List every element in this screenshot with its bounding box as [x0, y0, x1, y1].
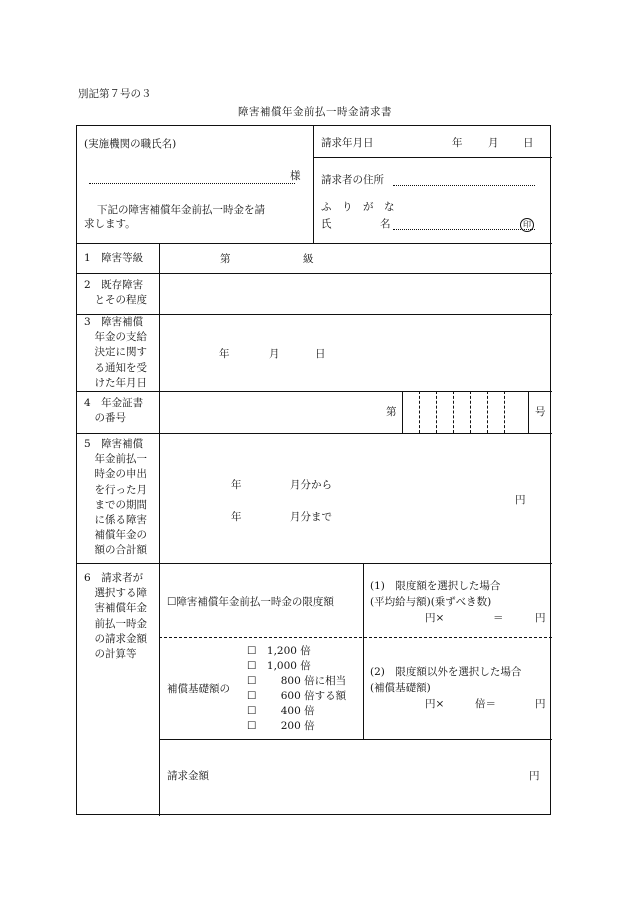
seal-icon: 印 — [520, 218, 534, 232]
grade-prefix: 第 — [220, 253, 231, 265]
row-4-bottom — [77, 433, 552, 434]
request-date-day: 日 — [523, 137, 534, 149]
case-2-yen-times: 円× — [425, 698, 445, 710]
digit-box-line-2 — [436, 391, 437, 433]
decision-month: 月 — [269, 348, 280, 360]
name-label-2: 名 — [380, 218, 391, 230]
row-2-bottom — [77, 314, 552, 315]
claim-amount-yen: 円 — [529, 770, 540, 782]
address-label: 請求者の住所 — [321, 174, 384, 186]
row-3-label: 3 障害補償 年金の支給 決定に関す る通知を受 けた年月日 — [84, 316, 147, 389]
digit-box-line-0 — [402, 391, 403, 433]
calc-bottom-line — [159, 739, 552, 740]
decision-year: 年 — [219, 348, 230, 360]
digit-box-line-3 — [453, 391, 454, 433]
honorific: 様 — [290, 170, 301, 182]
row-5-bottom — [77, 563, 552, 564]
case-1-equals: ＝ — [493, 612, 504, 624]
address-line[interactable] — [393, 185, 535, 186]
certificate-suffix: 号 — [535, 406, 546, 418]
request-text-2: 求します。 — [84, 218, 136, 230]
decision-day: 日 — [315, 348, 326, 360]
name-line[interactable] — [393, 229, 535, 230]
digit-box-line-6 — [504, 391, 505, 433]
header-bottom-line — [77, 243, 552, 244]
grade-suffix: 級 — [303, 253, 314, 265]
case-2-title: (2) 限度額以外を選択した場合 — [370, 666, 522, 678]
case-1-yen-times: 円× — [425, 612, 445, 624]
case-2-sub: (補償基礎額) — [370, 682, 431, 694]
label-column-divider — [159, 243, 160, 816]
case-1-sub: (平均給与額)(乗ずべき数) — [370, 596, 492, 608]
row-3-bottom — [77, 391, 552, 392]
row-6-label: 6 請求者が 選択する障 害補償年金 前払一時金 の請求金額 の計算等 — [84, 572, 147, 661]
case-1-title: (1) 限度額を選択した場合 — [370, 580, 501, 592]
period-from-year: 年 — [231, 479, 242, 491]
base-amount-label: 補償基礎額の — [167, 683, 230, 695]
digit-box-line-4 — [470, 391, 471, 433]
calc-divider — [363, 563, 364, 739]
form-number: 別記第７号の３ — [78, 88, 152, 100]
calc-dashed-separator — [159, 637, 552, 638]
multiplier-1200[interactable]: ☐ 1,200 倍 — [247, 645, 311, 657]
certificate-prefix: 第 — [386, 406, 397, 418]
multiplier-800[interactable]: ☐ 800 倍に相当 — [247, 675, 347, 687]
row-4-label: 4 年金証書 の番号 — [84, 397, 144, 425]
name-label-1: 氏 — [321, 218, 332, 230]
claim-form — [76, 125, 551, 815]
multiplier-400[interactable]: ☐ 400 倍 — [247, 705, 315, 717]
multiplier-600[interactable]: ☐ 600 倍する額 — [247, 690, 347, 702]
row-5-label: 5 障害補償 年金前払一 時金の申出 を行った月 までの期間 に係る障害 補償年金の 額の合計額 — [84, 438, 147, 557]
period-to-year: 年 — [231, 511, 242, 523]
row-1-label: 1 障害等級 — [84, 252, 144, 264]
case-1-yen: 円 — [535, 612, 546, 624]
multiplier-200[interactable]: ☐ 200 倍 — [247, 720, 315, 732]
header-divider — [313, 126, 314, 243]
row-1-bottom — [77, 273, 552, 274]
case-2-equals: 倍＝ — [475, 698, 496, 710]
agency-label: (実施機関の職氏名) — [84, 138, 177, 150]
form-title: 障害補償年金前払一時金請求書 — [238, 106, 392, 118]
digit-box-line-5 — [487, 391, 488, 433]
furigana-label: ふ り が な — [321, 201, 395, 213]
limit-option[interactable]: ☐障害補償年金前払一時金の限度額 — [167, 596, 334, 608]
period-from-label: 月分から — [290, 479, 332, 491]
row-2-label: 2 既存障害 とその程度 — [84, 279, 147, 307]
request-date-year: 年 — [452, 137, 463, 149]
request-date-label: 請求年月日 — [321, 137, 374, 149]
request-text-1: 下記の障害補償年金前払一時金を請 — [97, 204, 265, 216]
case-2-yen: 円 — [535, 698, 546, 710]
agency-name-line[interactable] — [89, 183, 295, 184]
header-right-line-1 — [313, 157, 552, 158]
period-to-label: 月分まで — [290, 511, 332, 523]
total-yen: 円 — [515, 494, 526, 506]
multiplier-1000[interactable]: ☐ 1,000 倍 — [247, 660, 311, 672]
claim-amount-label: 請求金額 — [167, 770, 209, 782]
digit-box-line-7 — [528, 391, 529, 433]
request-date-month: 月 — [488, 137, 499, 149]
digit-box-line-1 — [419, 391, 420, 433]
